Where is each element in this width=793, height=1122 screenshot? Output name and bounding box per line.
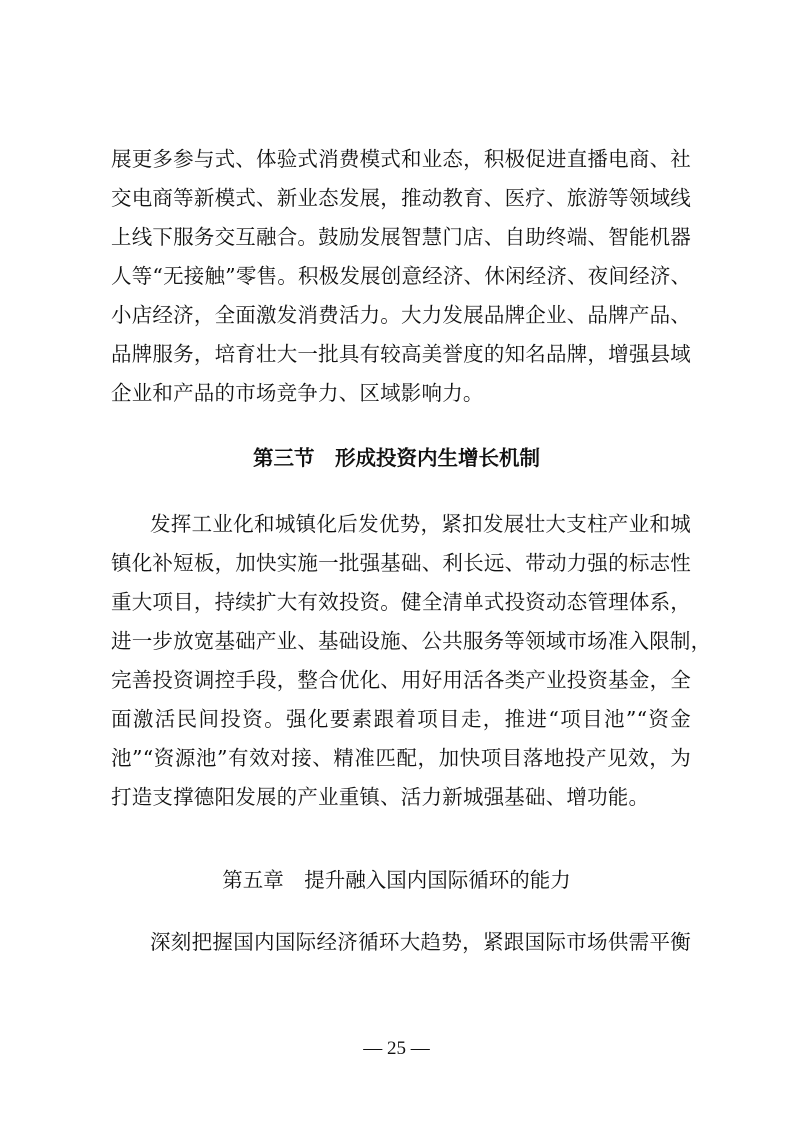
text-line: 展更多参与式、体验式消费模式和业态，积极促进直播电商、社 (111, 147, 691, 171)
text-line: 发挥工业化和城镇化后发优势，紧扣发展壮大支柱产业和城 (150, 512, 691, 536)
page-number: — 25 — (363, 1038, 430, 1059)
text-line: 镇化补短板，加快实施一批强基础、利长远、带动力强的标志性 (111, 551, 691, 575)
text-line: 完善投资调控手段，整合优化、用好用活各类产业投资基金，全 (111, 668, 691, 692)
text-line: 人等“无接触”零售。积极发展创意经济、休闲经济、夜间经济、 (111, 264, 692, 288)
text-line: 打造支撑德阳发展的产业重镇、活力新城强基础、增功能。 (111, 785, 650, 809)
chapter-heading: 第五章 提升融入国内国际循环的能力 (222, 868, 571, 892)
text-line: 品牌服务，培育壮大一批具有较高美誉度的知名品牌，增强县域 (111, 342, 691, 366)
section-heading: 第三节 形成投资内生增长机制 (253, 446, 540, 470)
text-line: 重大项目，持续扩大有效投资。健全清单式投资动态管理体系， (111, 590, 691, 614)
text-line: 深刻把握国内国际经济循环大趋势，紧跟国际市场供需平衡 (150, 930, 691, 954)
text-line: 面激活民间投资。强化要素跟着项目走，推进“项目池”“资金 (111, 707, 691, 731)
text-line: 池”“资源池”有效对接、精准匹配，加快项目落地投产见效，为 (111, 746, 691, 770)
text-line: 进一步放宽基础产业、基础设施、公共服务等领域市场准入限制， (111, 629, 712, 653)
text-line: 企业和产品的市场竞争力、区域影响力。 (111, 381, 484, 405)
text-line: 上线下服务交互融合。鼓励发展智慧门店、自助终端、智能机器 (111, 225, 691, 249)
text-line: 小店经济，全面激发消费活力。大力发展品牌企业、品牌产品、 (111, 303, 691, 327)
text-line: 交电商等新模式、新业态发展，推动教育、医疗、旅游等领域线 (111, 186, 691, 210)
